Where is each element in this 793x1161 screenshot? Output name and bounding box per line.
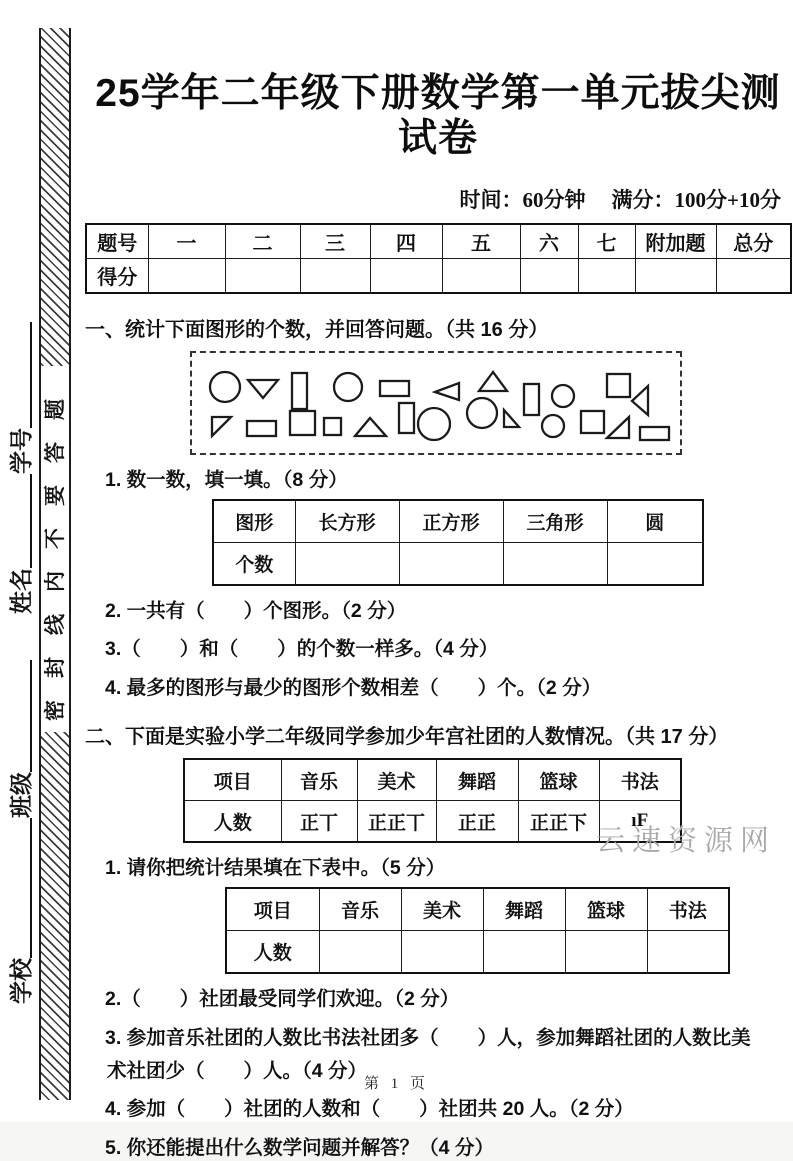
score-blank-cell <box>225 258 300 293</box>
shape-triangle <box>632 386 648 415</box>
student-id-blank-line <box>24 322 32 428</box>
full-score: 满分：100分+10分 <box>611 187 781 212</box>
shape-rect <box>324 418 341 435</box>
shape-circle <box>467 398 497 428</box>
seal-text-area <box>41 366 69 732</box>
s2-question-3-line2: 术社团少（ ）人。（4 分） <box>107 1060 368 1083</box>
s2-question-2: 2.（ ）社团最受同学们欢迎。（2 分） <box>105 988 460 1011</box>
result-blank-cell <box>647 931 729 974</box>
shape-rect <box>292 373 307 409</box>
tally-mark-cell: 正正下 <box>518 801 599 843</box>
paper-content <box>85 0 791 1161</box>
result-header-cell: 书法 <box>647 888 729 931</box>
field-label-class: 班级 <box>8 772 34 818</box>
s1-question-3: 3.（ ）和（ ）的个数一样多。（4 分） <box>105 638 499 661</box>
score-header-cell: 一 <box>148 224 225 259</box>
count-blank-cell <box>295 543 399 586</box>
s2-question-5: 5. 你还能提出什么数学问题并解答？（4 分） <box>105 1136 494 1159</box>
tally-header-cell: 篮球 <box>518 759 599 801</box>
student-info-fields <box>1 28 37 1100</box>
shape-triangle <box>248 380 278 398</box>
score-blank-cell <box>148 258 225 293</box>
shape-rect <box>581 411 604 433</box>
tally-header-cell: 项目 <box>184 759 281 801</box>
shape-circle <box>418 408 450 440</box>
section1-heading: 一、统计下面图形的个数，并回答问题。（共 16 分） <box>85 318 549 341</box>
tally-mark-cell: 正正 <box>436 801 518 843</box>
s2-question-4: 4. 参加（ ）社团的人数和（ ）社团共 20 人。（2 分） <box>105 1098 634 1121</box>
result-header-cell: 音乐 <box>319 888 401 931</box>
score-header-cell: 题号 <box>86 224 148 259</box>
shape-triangle <box>479 372 507 391</box>
shape-count-table <box>212 499 704 586</box>
score-blank-cell <box>442 258 520 293</box>
shape-rect <box>640 427 669 440</box>
score-header-cell: 总分 <box>716 224 791 259</box>
result-header-cell: 项目 <box>226 888 319 931</box>
score-table <box>85 223 792 294</box>
shape-triangle <box>435 383 459 400</box>
result-row-label: 人数 <box>226 931 319 974</box>
s2-question-1: 1. 请你把统计结果填在下表中。（5 分） <box>105 857 446 880</box>
shape-rect <box>524 384 539 415</box>
student-info-margin <box>1 28 37 1100</box>
tally-mark-cell: 正丅 <box>281 801 357 843</box>
tally-header-row <box>184 759 681 801</box>
count-blank-cell <box>607 543 703 586</box>
result-blank-cell <box>319 931 401 974</box>
score-blank-cell <box>370 258 442 293</box>
shape-rect <box>380 381 409 396</box>
count-header-row <box>213 500 703 543</box>
score-blank-cell <box>635 258 716 293</box>
score-header-cell: 四 <box>370 224 442 259</box>
score-header-cell: 三 <box>300 224 370 259</box>
shape-rect <box>290 411 315 435</box>
tally-row-label: 人数 <box>184 801 281 843</box>
tally-mark-cell: 正正丅 <box>357 801 436 843</box>
shape-circle <box>542 415 564 437</box>
count-header-cell: 正方形 <box>399 500 503 543</box>
shape-circle <box>552 385 574 407</box>
shape-rect <box>399 403 414 433</box>
s2-question-3-line1: 3. 参加音乐社团的人数比书法社团多（ ）人，参加舞蹈社团的人数比美 <box>105 1026 751 1049</box>
score-header-row <box>86 224 791 259</box>
tally-mark-cell: ıF <box>599 801 681 843</box>
class-blank-line <box>24 660 32 772</box>
result-value-row <box>226 931 729 974</box>
result-header-cell: 美术 <box>401 888 483 931</box>
result-blank-cell <box>401 931 483 974</box>
score-value-row <box>86 258 791 293</box>
field-label-student-id: 学号 <box>8 428 34 474</box>
result-header-cell: 篮球 <box>565 888 647 931</box>
shape-circle <box>334 373 362 401</box>
site-watermark: 云速资源网 <box>596 825 777 857</box>
shape-triangle <box>212 417 231 436</box>
seal-line-band <box>39 28 71 1100</box>
score-header-cell: 七 <box>578 224 635 259</box>
score-blank-cell <box>520 258 578 293</box>
result-header-cell: 舞蹈 <box>483 888 565 931</box>
field-label-school: 学校 <box>8 958 34 1004</box>
count-header-cell: 图形 <box>213 500 295 543</box>
shape-triangle <box>355 418 386 436</box>
shapes-figure <box>192 353 680 453</box>
result-header-row <box>226 888 729 931</box>
tally-header-cell: 舞蹈 <box>436 759 518 801</box>
tally-header-cell: 书法 <box>599 759 681 801</box>
field-label-name: 姓名 <box>8 568 34 614</box>
s1-question-1: 1. 数一数，填一填。（8 分） <box>105 468 348 491</box>
shape-triangle <box>504 410 519 427</box>
score-blank-cell <box>300 258 370 293</box>
score-header-cell: 六 <box>520 224 578 259</box>
result-blank-cell <box>565 931 647 974</box>
page-title: 25学年二年级下册数学第一单元拔尖测试卷 <box>95 72 781 160</box>
shape-rect <box>607 374 630 397</box>
score-header-cell: 附加题 <box>635 224 716 259</box>
score-header-cell: 五 <box>442 224 520 259</box>
count-row-label: 个数 <box>213 543 295 586</box>
page-number: 第 1 页 <box>363 1076 429 1092</box>
result-blank-cell <box>483 931 565 974</box>
count-value-row <box>213 543 703 586</box>
tally-header-cell: 音乐 <box>281 759 357 801</box>
score-blank-cell <box>578 258 635 293</box>
count-header-cell: 三角形 <box>503 500 607 543</box>
s1-question-2: 2. 一共有（ ）个图形。（2 分） <box>105 600 407 623</box>
s1-question-4: 4. 最多的图形与最少的图形个数相差（ ）个。（2 分） <box>105 676 602 699</box>
shape-triangle <box>607 417 629 438</box>
count-blank-cell <box>399 543 503 586</box>
result-table <box>225 887 730 974</box>
tally-header-cell: 美术 <box>357 759 436 801</box>
score-header-cell: 二 <box>225 224 300 259</box>
score-row-label: 得分 <box>86 258 148 293</box>
count-header-cell: 圆 <box>607 500 703 543</box>
count-header-cell: 长方形 <box>295 500 399 543</box>
section2-heading: 二、下面是实验小学二年级同学参加少年宫社团的人数情况。（共 17 分） <box>85 726 729 749</box>
time-score-line <box>85 184 791 214</box>
count-blank-cell <box>503 543 607 586</box>
score-blank-cell <box>716 258 791 293</box>
seal-line-text: 密封线内不要答题 <box>43 377 67 721</box>
time-limit: 时间：60分钟 <box>459 187 586 212</box>
school-blank-line <box>24 818 32 958</box>
name-blank-line <box>24 474 32 568</box>
shapes-figure-box <box>190 351 682 455</box>
shape-rect <box>247 421 276 436</box>
shape-circle <box>210 372 240 402</box>
